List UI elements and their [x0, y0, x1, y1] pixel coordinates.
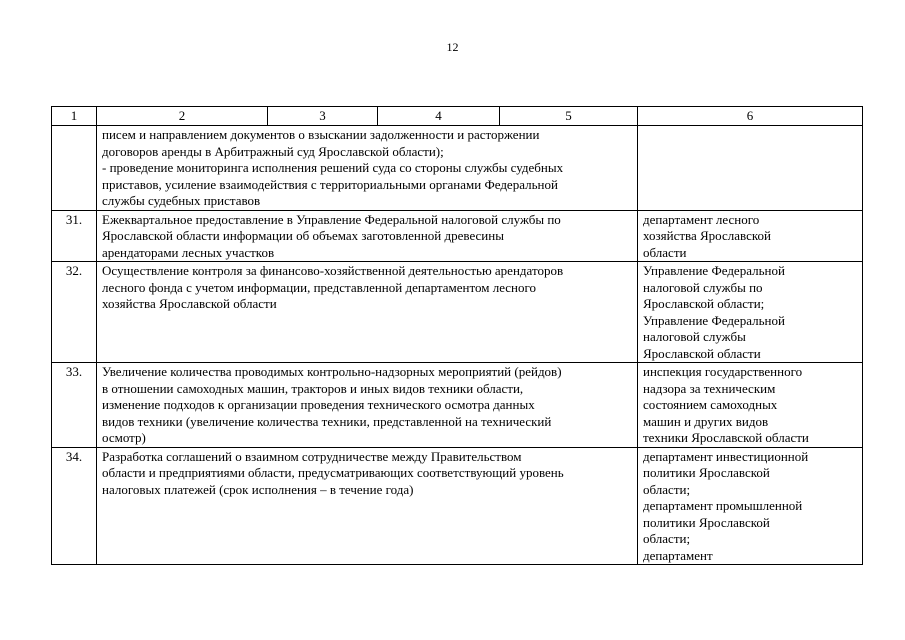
executor-cell: [638, 210, 863, 262]
row-number: 33.: [52, 363, 97, 448]
executor-line: налоговой службы по: [643, 279, 763, 295]
measure-line: арендаторами лесных участков: [102, 244, 275, 260]
executor-line: инспекция государственного: [643, 364, 803, 379]
executor-cell: [638, 447, 863, 565]
executor-line: состоянием самоходных: [643, 397, 778, 412]
executor-line: области;: [643, 531, 691, 546]
page-number: 12: [446, 40, 459, 54]
measures-table: [51, 106, 863, 565]
measure-line: Ежеквартальное предоставление в Управление Федеральной налоговой службы по: [102, 211, 561, 227]
measure-line: - проведение мониторинга исполнения решений суда со стороны службы судебных: [102, 160, 564, 175]
row-number: 32.: [52, 262, 97, 363]
measure-line: приставов, усиление взаимодействия с территориальными органами Федеральной: [102, 176, 558, 192]
executor-line: Ярославской области;: [643, 296, 765, 311]
measure-line: договоров аренды в Арбитражный суд Ярославской области);: [102, 143, 444, 159]
executor-line: департамент инвестиционной: [643, 448, 809, 464]
executor-line: машин и других видов: [643, 413, 769, 429]
table-row: [52, 210, 863, 262]
executor-line: хозяйства Ярославской: [643, 228, 771, 243]
measure-line: в отношении самоходных машин, тракторов и иных видов техники области,: [102, 380, 524, 396]
measure-cell: [97, 447, 638, 565]
measure-line: области и предприятиями области, предусматривающих соответствующий уровень: [102, 465, 564, 480]
table-row: [52, 126, 863, 211]
header-col-5: 5: [500, 107, 638, 126]
executor-cell: [638, 262, 863, 363]
table-header-row: [52, 107, 863, 126]
header-col-4: 4: [378, 107, 500, 126]
measure-line: налоговых платежей (срок исполнения – в течение года): [102, 481, 414, 497]
executor-line: департамент: [643, 547, 713, 563]
executor-line: Управление Федеральной: [643, 312, 785, 328]
header-col-1: 1: [52, 107, 97, 126]
measure-line: писем и направлением документов о взыскании задолженности и расторжении: [102, 127, 540, 142]
measure-line: службы судебных приставов: [102, 193, 261, 208]
executor-line: области: [643, 244, 687, 260]
measure-line: изменение подходов к организации проведения технического осмотра данных: [102, 397, 535, 412]
measure-line: хозяйства Ярославской области: [102, 296, 277, 311]
executor-line: Управление Федеральной: [643, 263, 785, 278]
header-col-6: 6: [638, 107, 863, 126]
measure-line: Увеличение количества проводимых контрольно-надзорных мероприятий (рейдов): [102, 364, 562, 379]
measure-line: Ярославской области информации об объемах заготовленной древесины: [102, 228, 504, 243]
executor-cell: [638, 363, 863, 448]
table-row: [52, 262, 863, 363]
executor-line: надзора за техническим: [643, 380, 776, 396]
executor-line: налоговой службы: [643, 329, 746, 344]
row-number: [52, 126, 97, 211]
table-row: [52, 447, 863, 565]
measure-line: Разработка соглашений о взаимном сотрудничестве между Правительством: [102, 448, 522, 464]
measure-cell: [97, 210, 638, 262]
executor-line: политики Ярославской: [643, 514, 770, 530]
table-row: [52, 363, 863, 448]
executor-cell: [638, 126, 863, 211]
executor-line: области;: [643, 481, 691, 497]
row-number: 34.: [52, 447, 97, 565]
measure-line: лесного фонда с учетом информации, представленной департаментом лесного: [102, 279, 537, 295]
header-col-3: 3: [268, 107, 378, 126]
measure-cell: [97, 126, 638, 211]
executor-line: политики Ярославской: [643, 465, 770, 480]
executor-line: техники Ярославской области: [643, 430, 809, 445]
measure-cell: [97, 262, 638, 363]
measure-cell: [97, 363, 638, 448]
executor-line: департамент лесного: [643, 211, 760, 227]
row-number: 31.: [52, 210, 97, 262]
measure-line: осмотр): [102, 430, 146, 445]
header-col-2: 2: [97, 107, 268, 126]
measure-line: видов техники (увеличение количества техники, представленной на технический: [102, 413, 552, 429]
executor-line: департамент промышленной: [643, 498, 803, 513]
executor-line: Ярославской области: [643, 345, 761, 361]
measure-line: Осуществление контроля за финансово-хозяйственной деятельностью арендаторов: [102, 263, 564, 278]
